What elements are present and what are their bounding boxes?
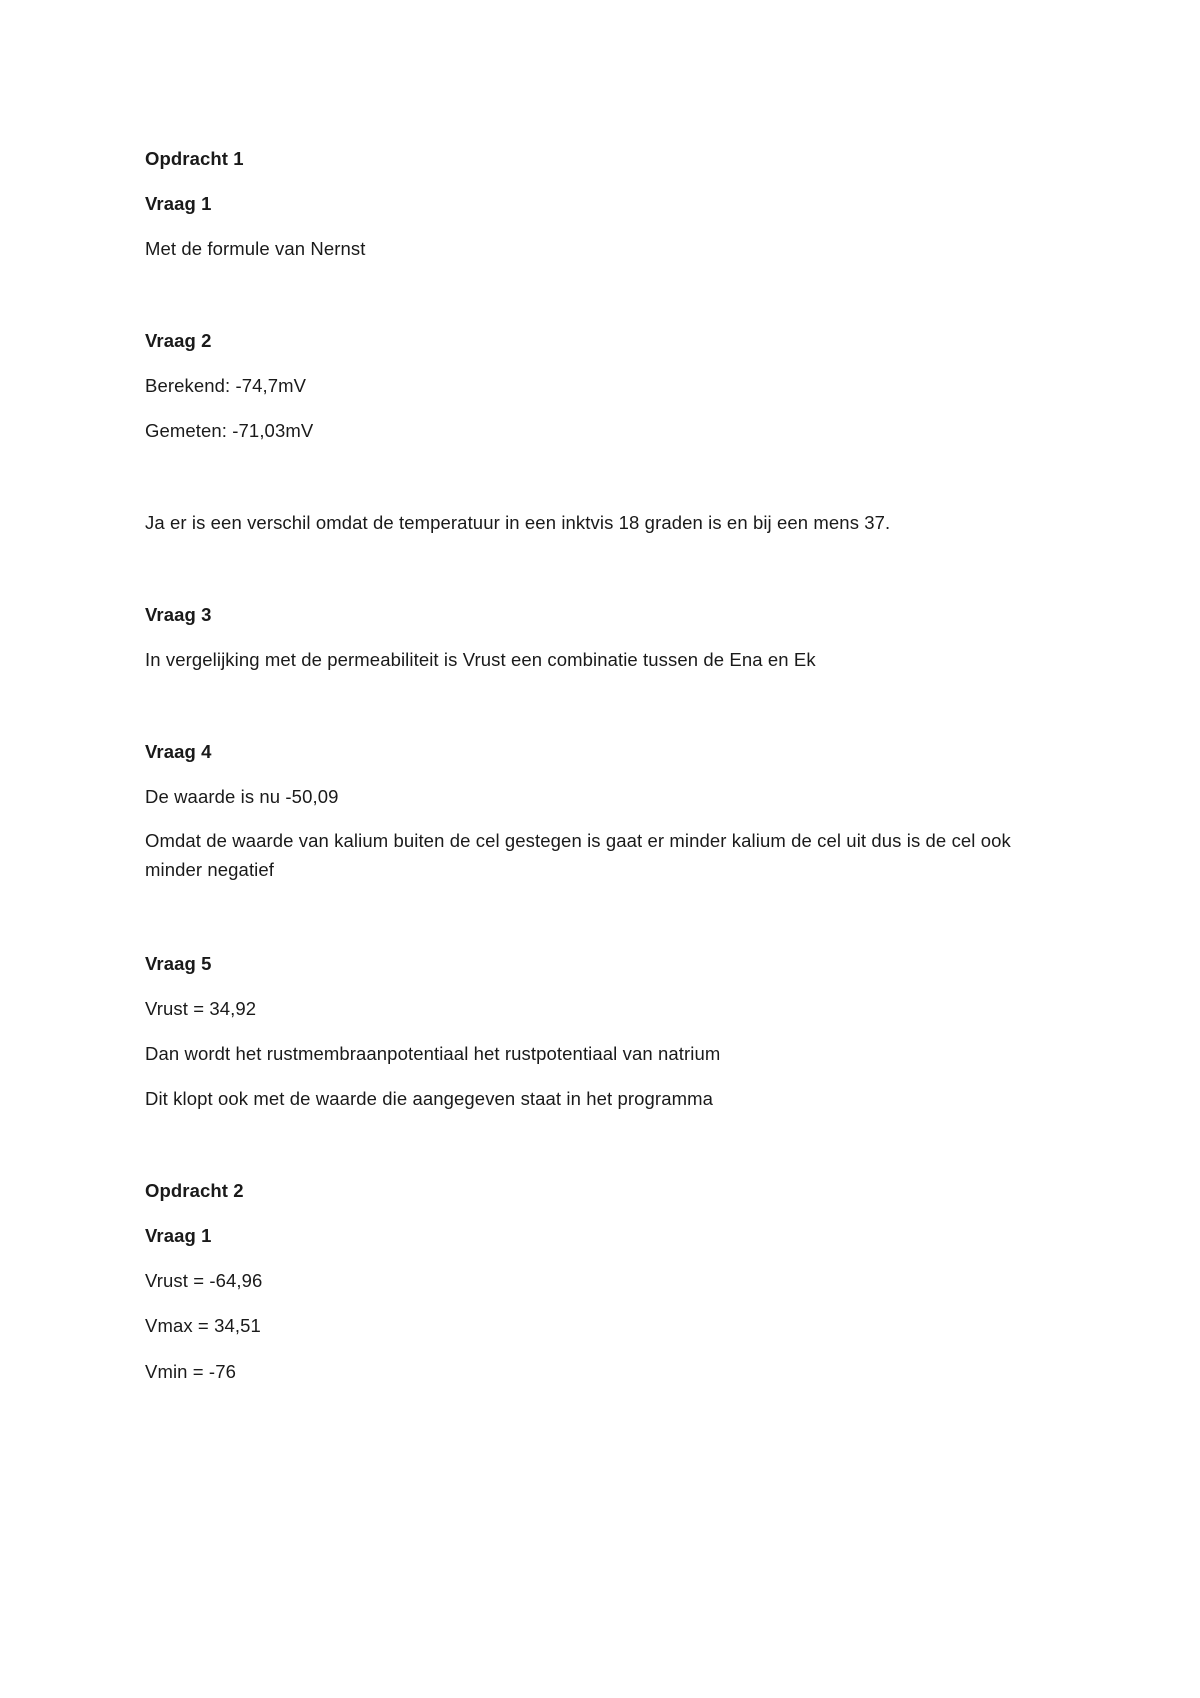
question-1-heading: Vraag 1	[145, 193, 212, 214]
section-2-vmax: Vmax = 34,51	[145, 1315, 261, 1336]
section-2-question-1-heading: Vraag 1	[145, 1225, 212, 1246]
question-2-berekend: Berekend: -74,7mV	[145, 375, 307, 396]
question-5-heading: Vraag 5	[145, 953, 212, 974]
question-2-explanation: Ja er is een verschil omdat de temperatuur in een inktvis 18 graden is en bij een mens 37.	[145, 512, 891, 533]
question-4-explanation: Omdat de waarde van kalium buiten de cel gestegen is gaat er minder kalium de cel uit dus is de cel ook minder negatief	[145, 830, 1011, 880]
question-5-vrust: Vrust = 34,92	[145, 998, 257, 1019]
question-4-heading: Vraag 4	[145, 741, 212, 762]
question-1-answer: Met de formule van Nernst	[145, 238, 366, 259]
question-2-heading: Vraag 2	[145, 330, 212, 351]
section-2-title: Opdracht 2	[145, 1180, 244, 1201]
section-2-vrust: Vrust = -64,96	[145, 1270, 263, 1291]
question-5-line-2: Dan wordt het rustmembraanpotentiaal het rustpotentiaal van natrium	[145, 1043, 721, 1064]
question-5-line-3: Dit klopt ook met de waarde die aangegeven staat in het programma	[145, 1088, 713, 1109]
question-2-gemeten: Gemeten: -71,03mV	[145, 420, 314, 441]
question-3-answer: In vergelijking met de permeabiliteit is Vrust een combinatie tussen de Ena en Ek	[145, 649, 816, 670]
question-4-value: De waarde is nu -50,09	[145, 786, 339, 807]
section-2-vmin: Vmin = -76	[145, 1361, 236, 1382]
question-3-heading: Vraag 3	[145, 604, 212, 625]
section-1-title: Opdracht 1	[145, 148, 244, 169]
